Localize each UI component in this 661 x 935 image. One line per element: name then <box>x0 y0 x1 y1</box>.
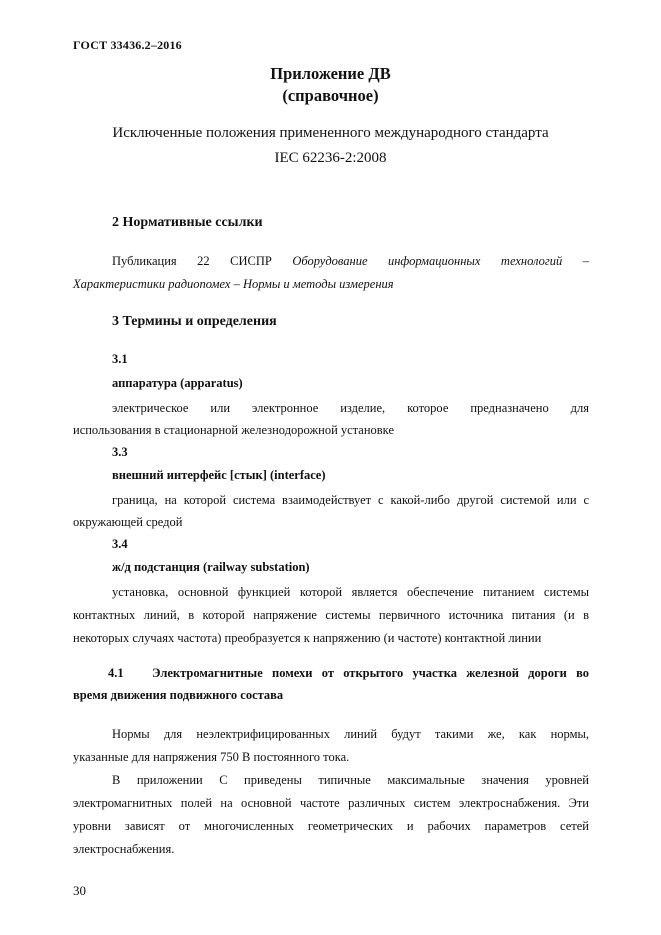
section-2-line-1 <box>112 250 589 272</box>
paragraph-line: В приложении С приведены типичные максимальные значения уровней <box>112 773 589 787</box>
annex-title: Приложение ДВ <box>270 64 391 83</box>
term-number: 3.3 <box>112 445 128 459</box>
page-number: 30 <box>73 883 86 898</box>
term-name: внешний интерфейс [стык] (interface) <box>112 468 326 482</box>
paragraph-line: электроснабжения. <box>73 842 175 856</box>
term-definition-line: установка, основной функцией которой является обеспечение питанием системы <box>112 585 589 599</box>
paragraph-line: электромагнитных полей на основной частоте различных систем электроснабжения. Эти <box>73 796 589 810</box>
term-definition-line: граница, на которой система взаимодействует с какой-либо другой системой или с <box>112 493 589 507</box>
term-definition-line: некоторых случаях частота) преобразуется к напряжению (и частоте) контактной линии <box>73 631 542 645</box>
standard-reference: IEC 62236-2:2008 <box>274 150 387 166</box>
term-name: аппаратура (apparatus) <box>112 376 243 390</box>
section-3-heading: 3 Термины и определения <box>112 314 277 329</box>
term-definition-line: электрическое или электронное изделие, которое предназначено для <box>112 401 589 415</box>
section-2-line-2: Характеристики радиопомех – Нормы и методы измерения <box>73 277 394 291</box>
section-2-heading: 2 Нормативные ссылки <box>112 215 263 230</box>
annex-subtitle: (справочное) <box>282 86 379 105</box>
standard-header: ГОСТ 33436.2–2016 <box>73 38 182 52</box>
term-number: 3.1 <box>112 352 128 366</box>
section-4-1-number: 4.1 <box>108 666 124 680</box>
publication-title: Оборудование информационных технологий – <box>292 254 589 268</box>
paragraph-line: уровни зависят от многочисленных геометрических и рабочих параметров сетей <box>73 819 589 833</box>
term-definition-line: контактных линий, в которой напряжение системы первичного источника питания (и в <box>73 608 589 622</box>
paragraph-line: Нормы для неэлектрифицированных линий будут такими же, как нормы, <box>112 727 589 741</box>
paragraph-line: указанные для напряжения 750 В постоянного тока. <box>73 750 350 764</box>
section-4-1-heading-line-1: Электромагнитные помехи от открытого участка железной дороги во <box>152 666 589 680</box>
annex-heading: Исключенные положения примененного международного стандарта <box>112 125 549 141</box>
publication-label: Публикация 22 СИСПР <box>112 254 272 268</box>
term-definition-line: окружающей средой <box>73 515 183 529</box>
term-definition-line: использования в стационарной железнодорожной установке <box>73 423 394 437</box>
section-4-1-heading-line-2: время движения подвижного состава <box>73 688 284 702</box>
term-name: ж/д подстанция (railway substation) <box>112 560 310 574</box>
term-number: 3.4 <box>112 537 128 551</box>
